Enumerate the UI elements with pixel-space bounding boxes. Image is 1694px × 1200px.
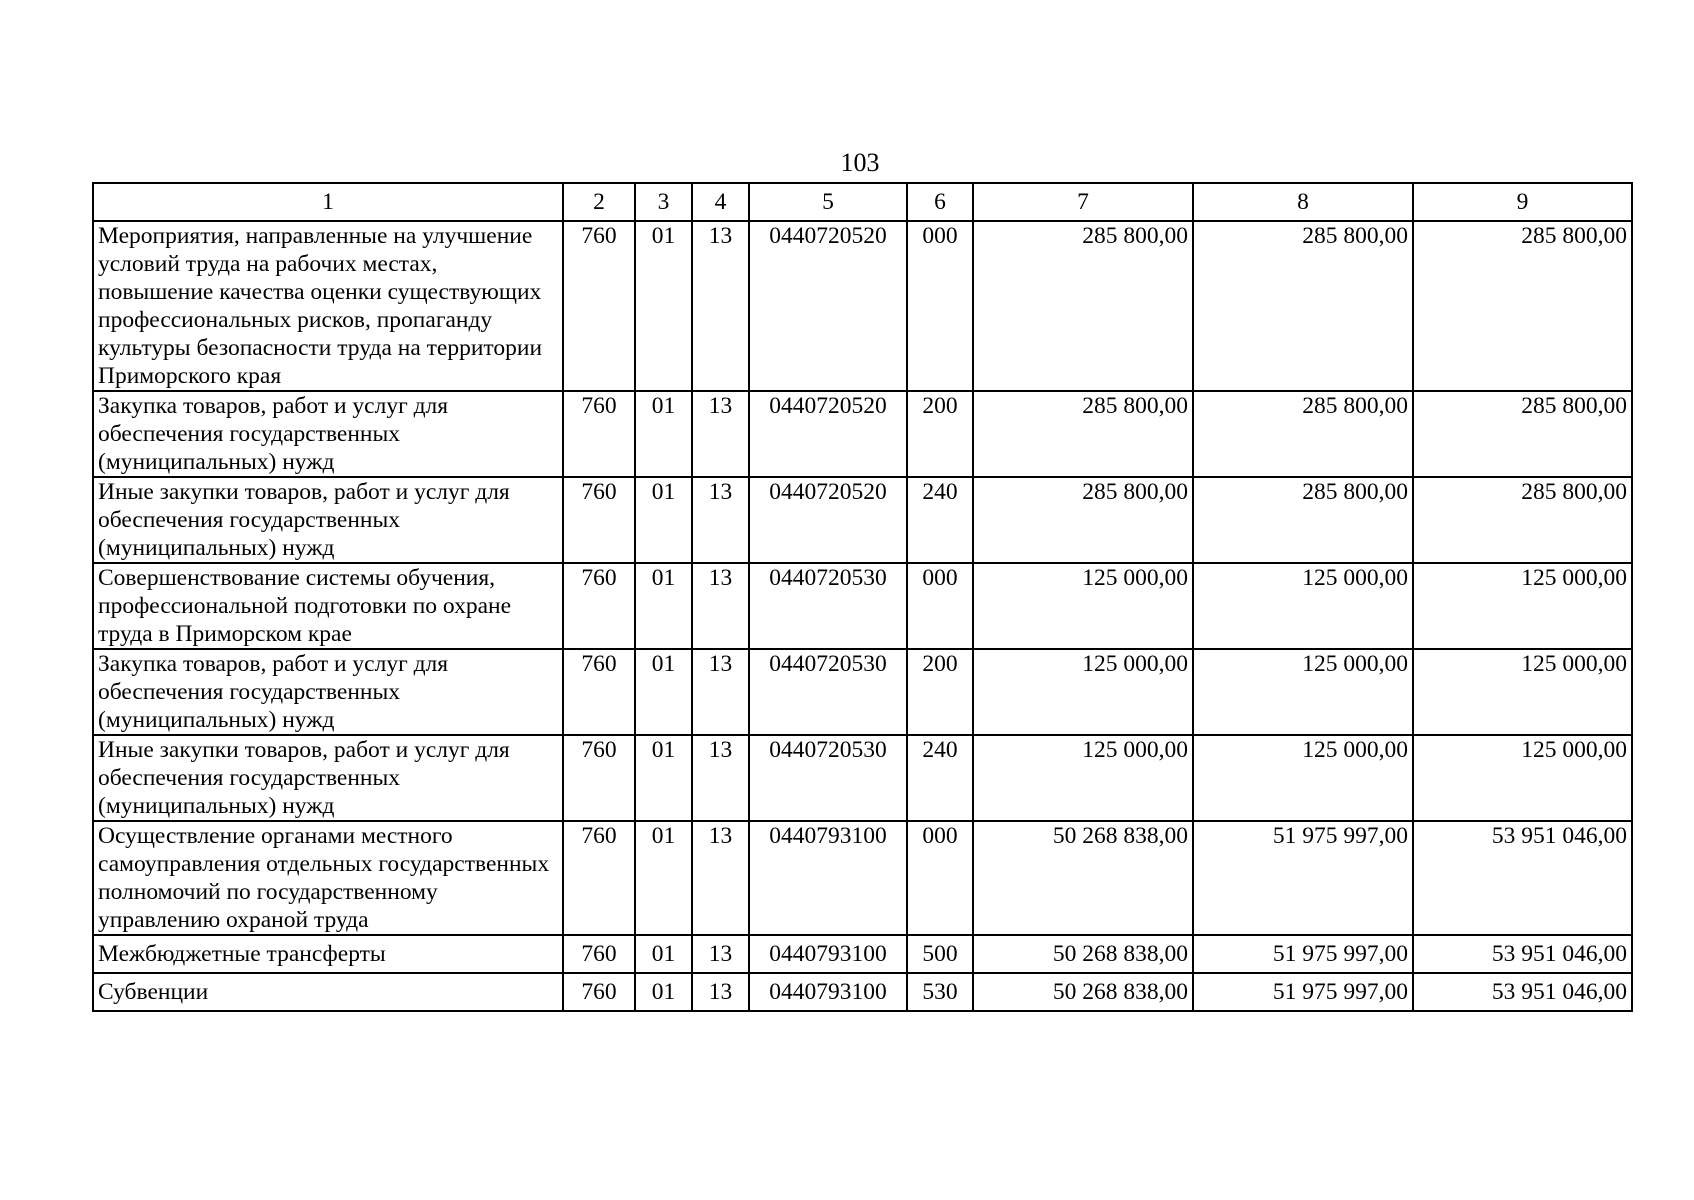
- code-cell: 000: [907, 563, 973, 649]
- table-row: [93, 563, 1632, 649]
- code-cell: 0440720530: [749, 649, 907, 735]
- code-cell: 0440720530: [749, 735, 907, 821]
- amount-cell: 125 000,00: [1193, 563, 1413, 649]
- amount-cell: 285 800,00: [1413, 221, 1632, 391]
- code-cell: 000: [907, 221, 973, 391]
- amount-cell: 125 000,00: [973, 649, 1193, 735]
- row-name: Осуществление органами местного самоуправления отдельных государственных полномочий по государственному управлению охраной труда: [93, 821, 563, 935]
- amount-cell: 53 951 046,00: [1413, 821, 1632, 935]
- amount-cell: 125 000,00: [1193, 649, 1413, 735]
- code-cell: 0440793100: [749, 973, 907, 1011]
- amount-cell: 125 000,00: [1413, 649, 1632, 735]
- table-row: [93, 821, 1632, 935]
- code-cell: 760: [563, 973, 635, 1011]
- amount-cell: 125 000,00: [1193, 735, 1413, 821]
- amount-cell: 125 000,00: [1413, 735, 1632, 821]
- column-header: 4: [692, 183, 749, 221]
- code-cell: 0440720520: [749, 391, 907, 477]
- amount-cell: 125 000,00: [973, 563, 1193, 649]
- row-name: Совершенствование системы обучения, профессиональной подготовки по охране труда в Приморском крае: [93, 563, 563, 649]
- row-name: Закупка товаров, работ и услуг для обеспечения государственных (муниципальных) нужд: [93, 649, 563, 735]
- amount-cell: 285 800,00: [973, 221, 1193, 391]
- row-name: Мероприятия, направленные на улучшение условий труда на рабочих местах, повышение качества оценки существующих профессиональных рисков, пропаганду культуры безопасности труда на территории Приморского края: [93, 221, 563, 391]
- code-cell: 000: [907, 821, 973, 935]
- code-cell: 13: [692, 563, 749, 649]
- column-header: 8: [1193, 183, 1413, 221]
- row-name: Иные закупки товаров, работ и услуг для обеспечения государственных (муниципальных) нужд: [93, 735, 563, 821]
- column-header: 6: [907, 183, 973, 221]
- budget-table: [92, 182, 1633, 1012]
- amount-cell: 285 800,00: [973, 391, 1193, 477]
- amount-cell: 285 800,00: [1413, 391, 1632, 477]
- code-cell: 760: [563, 821, 635, 935]
- code-cell: 0440720520: [749, 221, 907, 391]
- amount-cell: 51 975 997,00: [1193, 935, 1413, 973]
- code-cell: 01: [635, 477, 692, 563]
- table-row: [93, 973, 1632, 1011]
- row-name: Межбюджетные трансферты: [93, 935, 563, 973]
- amount-cell: 125 000,00: [1413, 563, 1632, 649]
- code-cell: 200: [907, 391, 973, 477]
- code-cell: 01: [635, 221, 692, 391]
- amount-cell: 285 800,00: [973, 477, 1193, 563]
- amount-cell: 50 268 838,00: [973, 821, 1193, 935]
- code-cell: 760: [563, 935, 635, 973]
- header-row: [93, 183, 1632, 221]
- code-cell: 760: [563, 735, 635, 821]
- code-cell: 760: [563, 563, 635, 649]
- amount-cell: 51 975 997,00: [1193, 973, 1413, 1011]
- code-cell: 01: [635, 935, 692, 973]
- amount-cell: 285 800,00: [1193, 221, 1413, 391]
- amount-cell: 125 000,00: [973, 735, 1193, 821]
- code-cell: 13: [692, 221, 749, 391]
- code-cell: 760: [563, 221, 635, 391]
- code-cell: 13: [692, 821, 749, 935]
- amount-cell: 53 951 046,00: [1413, 935, 1632, 973]
- row-name: Иные закупки товаров, работ и услуг для обеспечения государственных (муниципальных) нужд: [93, 477, 563, 563]
- code-cell: 0440793100: [749, 821, 907, 935]
- code-cell: 13: [692, 735, 749, 821]
- table-row: [93, 221, 1632, 391]
- code-cell: 01: [635, 391, 692, 477]
- row-name: Закупка товаров, работ и услуг для обеспечения государственных (муниципальных) нужд: [93, 391, 563, 477]
- amount-cell: 50 268 838,00: [973, 973, 1193, 1011]
- amount-cell: 50 268 838,00: [973, 935, 1193, 973]
- column-header: 3: [635, 183, 692, 221]
- code-cell: 01: [635, 735, 692, 821]
- table-row: [93, 477, 1632, 563]
- code-cell: 0440720530: [749, 563, 907, 649]
- table-row: [93, 391, 1632, 477]
- column-header: 5: [749, 183, 907, 221]
- code-cell: 500: [907, 935, 973, 973]
- table-row: [93, 935, 1632, 973]
- code-cell: 200: [907, 649, 973, 735]
- code-cell: 13: [692, 477, 749, 563]
- amount-cell: 53 951 046,00: [1413, 973, 1632, 1011]
- code-cell: 530: [907, 973, 973, 1011]
- row-name: Субвенции: [93, 973, 563, 1011]
- code-cell: 13: [692, 391, 749, 477]
- amount-cell: 51 975 997,00: [1193, 821, 1413, 935]
- code-cell: 0440793100: [749, 935, 907, 973]
- code-cell: 01: [635, 563, 692, 649]
- code-cell: 01: [635, 821, 692, 935]
- code-cell: 0440720520: [749, 477, 907, 563]
- column-header: 2: [563, 183, 635, 221]
- column-header: 1: [93, 183, 563, 221]
- code-cell: 01: [635, 973, 692, 1011]
- column-header: 9: [1413, 183, 1632, 221]
- code-cell: 13: [692, 649, 749, 735]
- code-cell: 01: [635, 649, 692, 735]
- amount-cell: 285 800,00: [1193, 391, 1413, 477]
- code-cell: 240: [907, 477, 973, 563]
- column-header: 7: [973, 183, 1193, 221]
- code-cell: 13: [692, 973, 749, 1011]
- code-cell: 760: [563, 477, 635, 563]
- code-cell: 760: [563, 391, 635, 477]
- table-row: [93, 649, 1632, 735]
- code-cell: 13: [692, 935, 749, 973]
- code-cell: 760: [563, 649, 635, 735]
- code-cell: 240: [907, 735, 973, 821]
- page-number: 103: [840, 148, 880, 177]
- amount-cell: 285 800,00: [1193, 477, 1413, 563]
- table-row: [93, 735, 1632, 821]
- amount-cell: 285 800,00: [1413, 477, 1632, 563]
